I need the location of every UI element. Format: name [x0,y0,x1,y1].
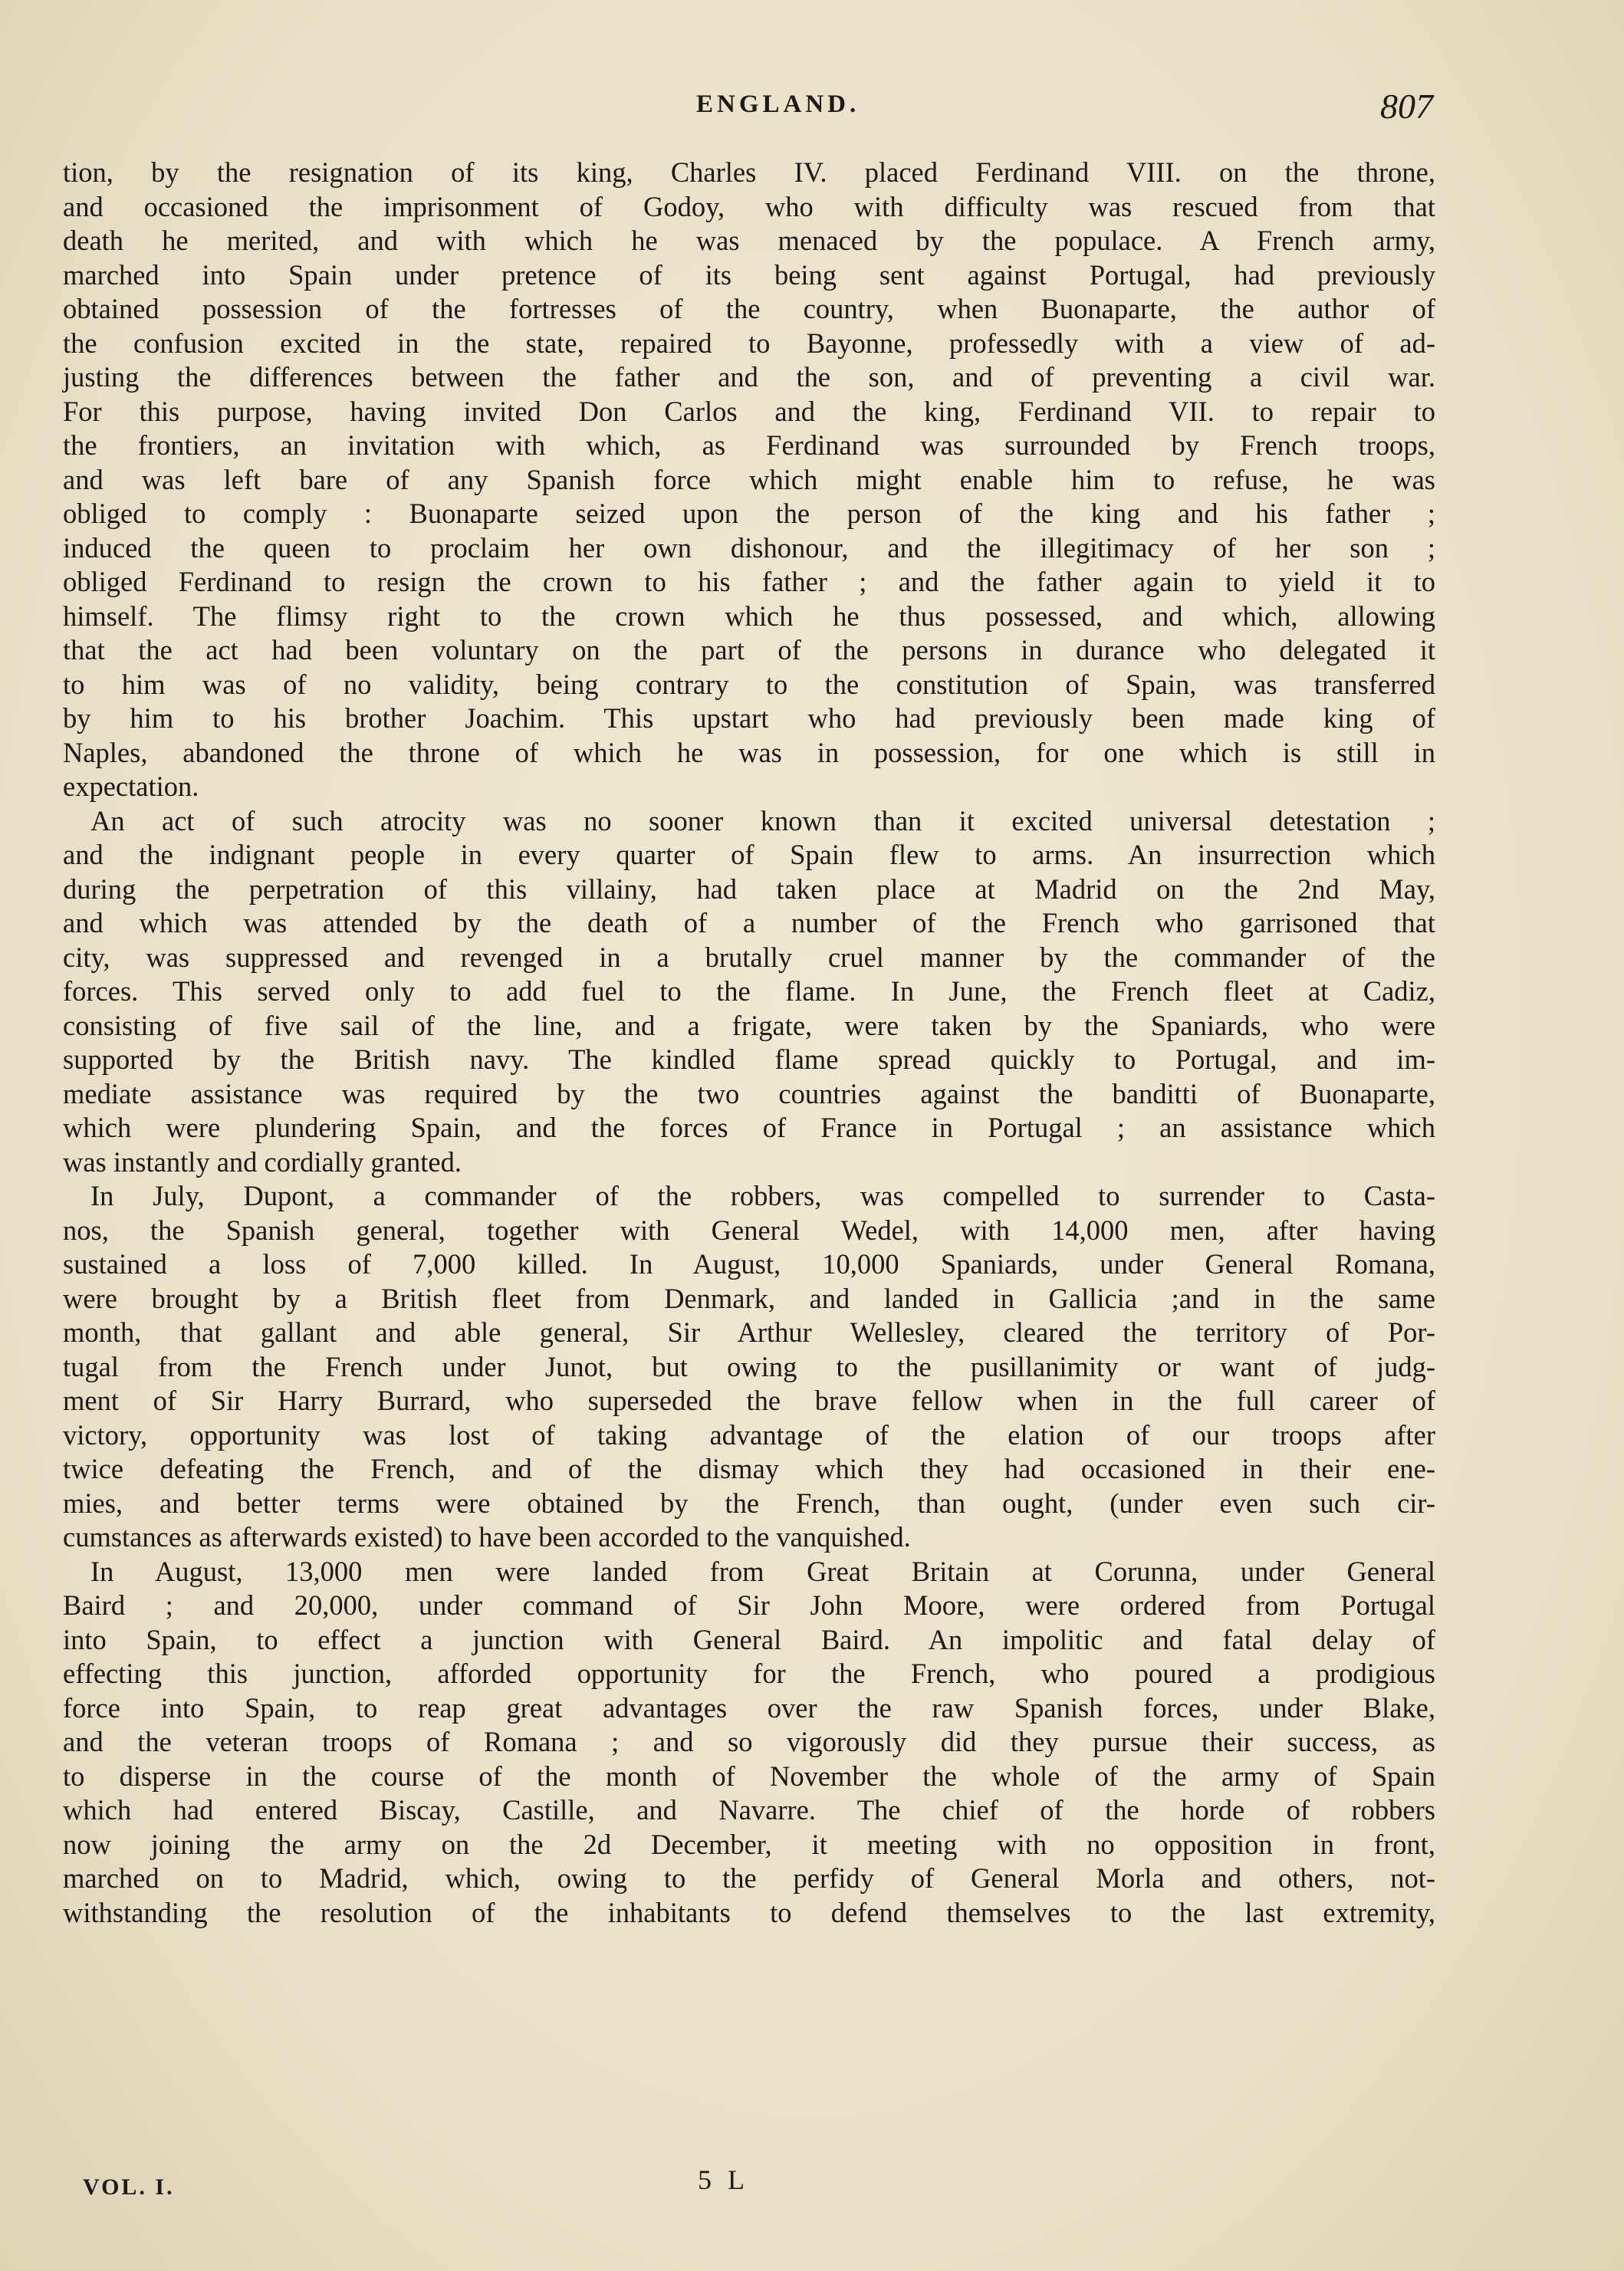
text-line: which were plundering Spain, and the forces of France in Portugal ; an assistance which [63,1112,1435,1143]
text-line: and which was attended by the death of a number of the French who garrisoned that [63,907,1435,938]
text-line: mies, and better terms were obtained by the French, than ought, (under even such cir- [63,1487,1435,1519]
text-line: death he merited, and with which he was menaced by the populace. A French army, [63,225,1435,256]
text-line: In August, 13,000 men were landed from Great Britain at Corunna, under General [90,1555,1435,1587]
text-line: nos, the Spanish general, together with General Wedel, with 14,000 men, after having [63,1214,1435,1246]
text-line: and occasioned the imprisonment of Godoy, who with difficulty was rescued from that [63,190,1435,222]
signature-mark: 5 L [698,2164,749,2195]
text-line: mediate assistance was required by the two countries against the banditti of Buonaparte, [63,1077,1435,1109]
text-line: supported by the British navy. The kindled flame spread quickly to Portugal, and im- [63,1043,1435,1075]
text-line: obliged to comply : Buonaparte seized upon the person of the king and his father ; [63,498,1435,529]
text-line: effecting this junction, afforded opportunity for the French, who poured a prodigious [63,1658,1435,1689]
text-line: the confusion excited in the state, repaired to Bayonne, professedly with a view of ad- [63,327,1435,359]
text-line: himself. The flimsy right to the crown which he thus possessed, and which, allowing [63,600,1435,632]
text-line: and the veteran troops of Romana ; and so vigorously did they pursue their success, as [63,1726,1435,1757]
text-line: which had entered Biscay, Castille, and Navarre. The chief of the horde of robbers [63,1794,1435,1826]
text-line: into Spain, to effect a junction with General Baird. An impolitic and fatal delay of [63,1623,1435,1655]
text-line: Baird ; and 20,000, under command of Sir John Moore, were ordered from Portugal [63,1589,1435,1621]
text-line: For this purpose, having invited Don Carlos and the king, Ferdinand VII. to repair to [63,395,1435,427]
text-line: withstanding the resolution of the inhabitants to defend themselves to the last extremity, [63,1896,1435,1928]
text-line: were brought by a British fleet from Denmark, and landed in Gallicia ;and in the same [63,1282,1435,1314]
text-line: consisting of five sail of the line, and a frigate, were taken by the Spaniards, who were [63,1009,1435,1041]
text-line: marched on to Madrid, which, owing to the perfidy of General Morla and others, not- [63,1862,1435,1894]
text-line: forces. This served only to add fuel to the flame. In June, the French fleet at Cadiz, [63,975,1435,1007]
text-line: sustained a loss of 7,000 killed. In August, 10,000 Spaniards, under General Romana, [63,1248,1435,1280]
running-header [0,86,1624,132]
text-line: during the perpetration of this villainy, had taken place at Madrid on the 2nd May, [63,873,1435,905]
text-line: marched into Spain under pretence of its being sent against Portugal, had previously [63,258,1435,291]
text-line: expectation. [63,771,199,802]
text-line: tugal from the French under Junot, but owing to the pusillanimity or want of judg- [63,1350,1435,1382]
page-footer [0,2164,1624,2210]
text-line: and the indignant people in every quarter of Spain flew to arms. An insurrection which [63,839,1435,870]
text-line: the frontiers, an invitation with which, as Ferdinand was surrounded by French troops, [63,429,1435,461]
text-line: and was left bare of any Spanish force which might enable him to refuse, he was [63,463,1435,495]
text-line: induced the queen to proclaim her own dishonour, and the illegitimacy of her son ; [63,531,1435,564]
text-line: twice defeating the French, and of the dismay which they had occasioned in their ene- [63,1453,1435,1484]
text-line: force into Spain, to reap great advantages over the raw Spanish forces, under Blake, [63,1691,1435,1724]
text-line: ment of Sir Harry Burrard, who superseded the brave fellow when in the full career of [63,1385,1435,1416]
text-line: city, was suppressed and revenged in a brutally cruel manner by the commander of the [63,941,1435,973]
text-line: month, that gallant and able general, Sir Arthur Wellesley, cleared the territory of Por- [63,1316,1435,1348]
text-line: to him was of no validity, being contrary to the constitution of Spain, was transferred [63,668,1435,700]
text-line: cumstances as afterwards existed) to have been accorded to the vanquished. [63,1521,911,1553]
text-line: victory, opportunity was lost of taking advantage of the elation of our troops after [63,1418,1435,1451]
page-number: 807 [1380,87,1433,126]
text-line: Naples, abandoned the throne of which he was in possession, for one which is still in [63,736,1435,768]
text-line: that the act had been voluntary on the part of the persons in durance who delegated it [63,634,1435,666]
text-line: now joining the army on the 2d December, it meeting with no opposition in front, [63,1828,1435,1860]
text-line: to disperse in the course of the month of November the whole of the army of Spain [63,1760,1435,1792]
text-line: In July, Dupont, a commander of the robbers, was compelled to surrender to Casta- [90,1180,1435,1211]
text-line: obtained possession of the fortresses of the country, when Buonaparte, the author of [63,293,1435,324]
text-line: tion, by the resignation of its king, Charles IV. placed Ferdinand VIII. on the throne, [63,156,1435,188]
text-line: justing the differences between the father and the son, and of preventing a civil war. [63,361,1435,393]
volume-label: VOL. I. [83,2174,175,2200]
text-line: obliged Ferdinand to resign the crown to his father ; and the father again to yield it to [63,566,1435,597]
body-text [63,156,1435,1930]
text-line: An act of such atrocity was no sooner known than it excited universal detestation ; [90,804,1435,836]
text-line: by him to his brother Joachim. This upstart who had previously been made king of [63,702,1435,734]
text-line: was instantly and cordially granted. [63,1145,462,1178]
running-title: ENGLAND. [696,90,860,118]
